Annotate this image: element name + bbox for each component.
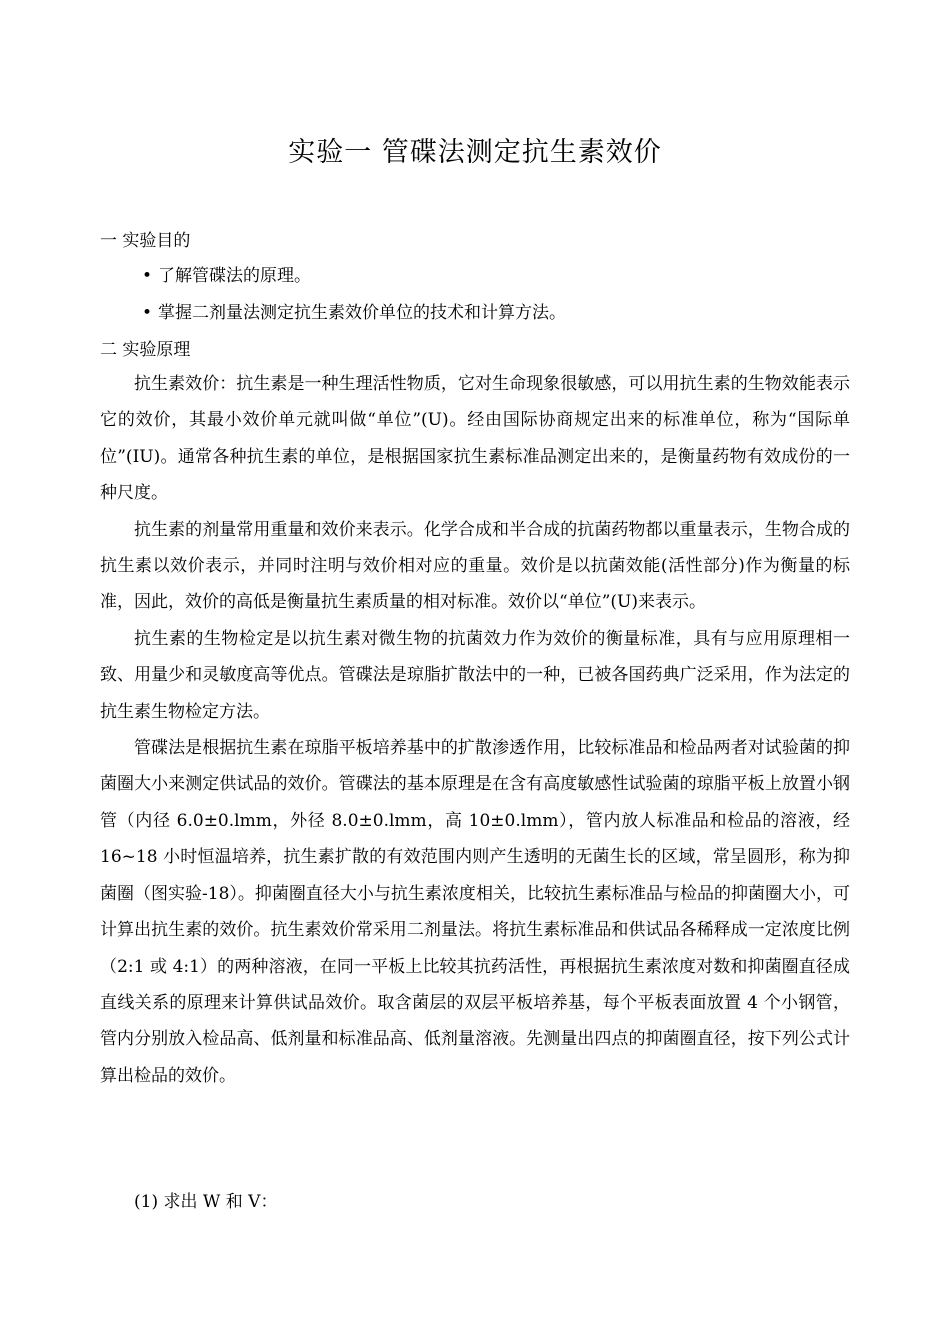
paragraph: 抗生素的生物检定是以抗生素对微生物的抗菌效力作为效价的衡量标准，具有与应用原理相一致、用量少和灵敏度高等优点。管碟法是琼脂扩散法中的一种，已被各国药典广泛采用，作为法定的抗生素生物检定方法。 xyxy=(100,628,850,722)
bullet-dot-icon: • xyxy=(142,303,153,323)
bullet-item xyxy=(142,264,311,288)
document-title: 实验一 管碟法测定抗生素效价 xyxy=(288,137,662,168)
paragraph: 抗生素效价：抗生素是一种生理活性物质，它对生命现象很敏感，可以用抗生素的生物效能表示它的效价，其最小效价单元就叫做“单位”(U)。经由国际协商规定出来的标准单位，称为“国际单位”(IU)。通常各种抗生素的单位，是根据国家抗生素标准品测定出来的，是衡量药物有效成份的一种尺度。 xyxy=(100,374,850,504)
section-heading-purpose: 一 实验目的 xyxy=(100,231,191,251)
principle-body xyxy=(100,366,850,1094)
section-heading-principle: 二 实验原理 xyxy=(100,340,191,360)
bullet-text: 了解管碟法的原理。 xyxy=(158,266,312,286)
bullet-text: 掌握二剂量法测定抗生素效价单位的技术和计算方法。 xyxy=(158,303,567,323)
bullet-item xyxy=(142,301,566,325)
paragraph: 管碟法是根据抗生素在琼脂平板培养基中的扩散渗透作用，比较标准品和检品两者对试验菌的抑菌圈大小来测定供试品的效价。管碟法的基本原理是在含有高度敏感性试验菌的琼脂平板上放置小钢管（内径 6.0±0.lmm，外径 8.0±0.lmm，高 10±0.lmm），管内放人标准品和检品的溶液，经 16~18 小时恒温培养，抗生素扩散的有效范围内则产生透明的无菌生长的区域，常呈圆形，称为抑菌圈（图实验-18）。抑菌圈直径大小与抗生素浓度相关，比较抗生素标准品与检品的抑菌圈大小，可计算出抗生素的效价。抗生素效价常采用二剂量法。将抗生素标准品和供试品各稀释成一定浓度比例（2:1 或 4:1）的两种溶液，在同一平板上比较其抗药活性，再根据抗生素浓度对数和抑菌圈直径成直线关系的原理来计算供试品效价。取含菌层的双层平板培养基，每个平板表面放置 4 个小钢管，管内分别放入检品高、低剂量和标准品高、低剂量溶液。先测量出四点的抑菌圈直径，按下列公式计算出检品的效价。 xyxy=(100,738,850,1086)
bullet-dot-icon: • xyxy=(142,266,153,286)
formula-step: (1) 求出 W 和 V： xyxy=(134,1192,278,1212)
paragraph: 抗生素的剂量常用重量和效价来表示。化学合成和半合成的抗菌药物都以重量表示，生物合成的抗生素以效价表示，并同时注明与效价相对应的重量。效价是以抗菌效能(活性部分)作为衡量的标准，因此，效价的高低是衡量抗生素质量的相对标准。效价以“单位”(U)来表示。 xyxy=(100,519,850,613)
